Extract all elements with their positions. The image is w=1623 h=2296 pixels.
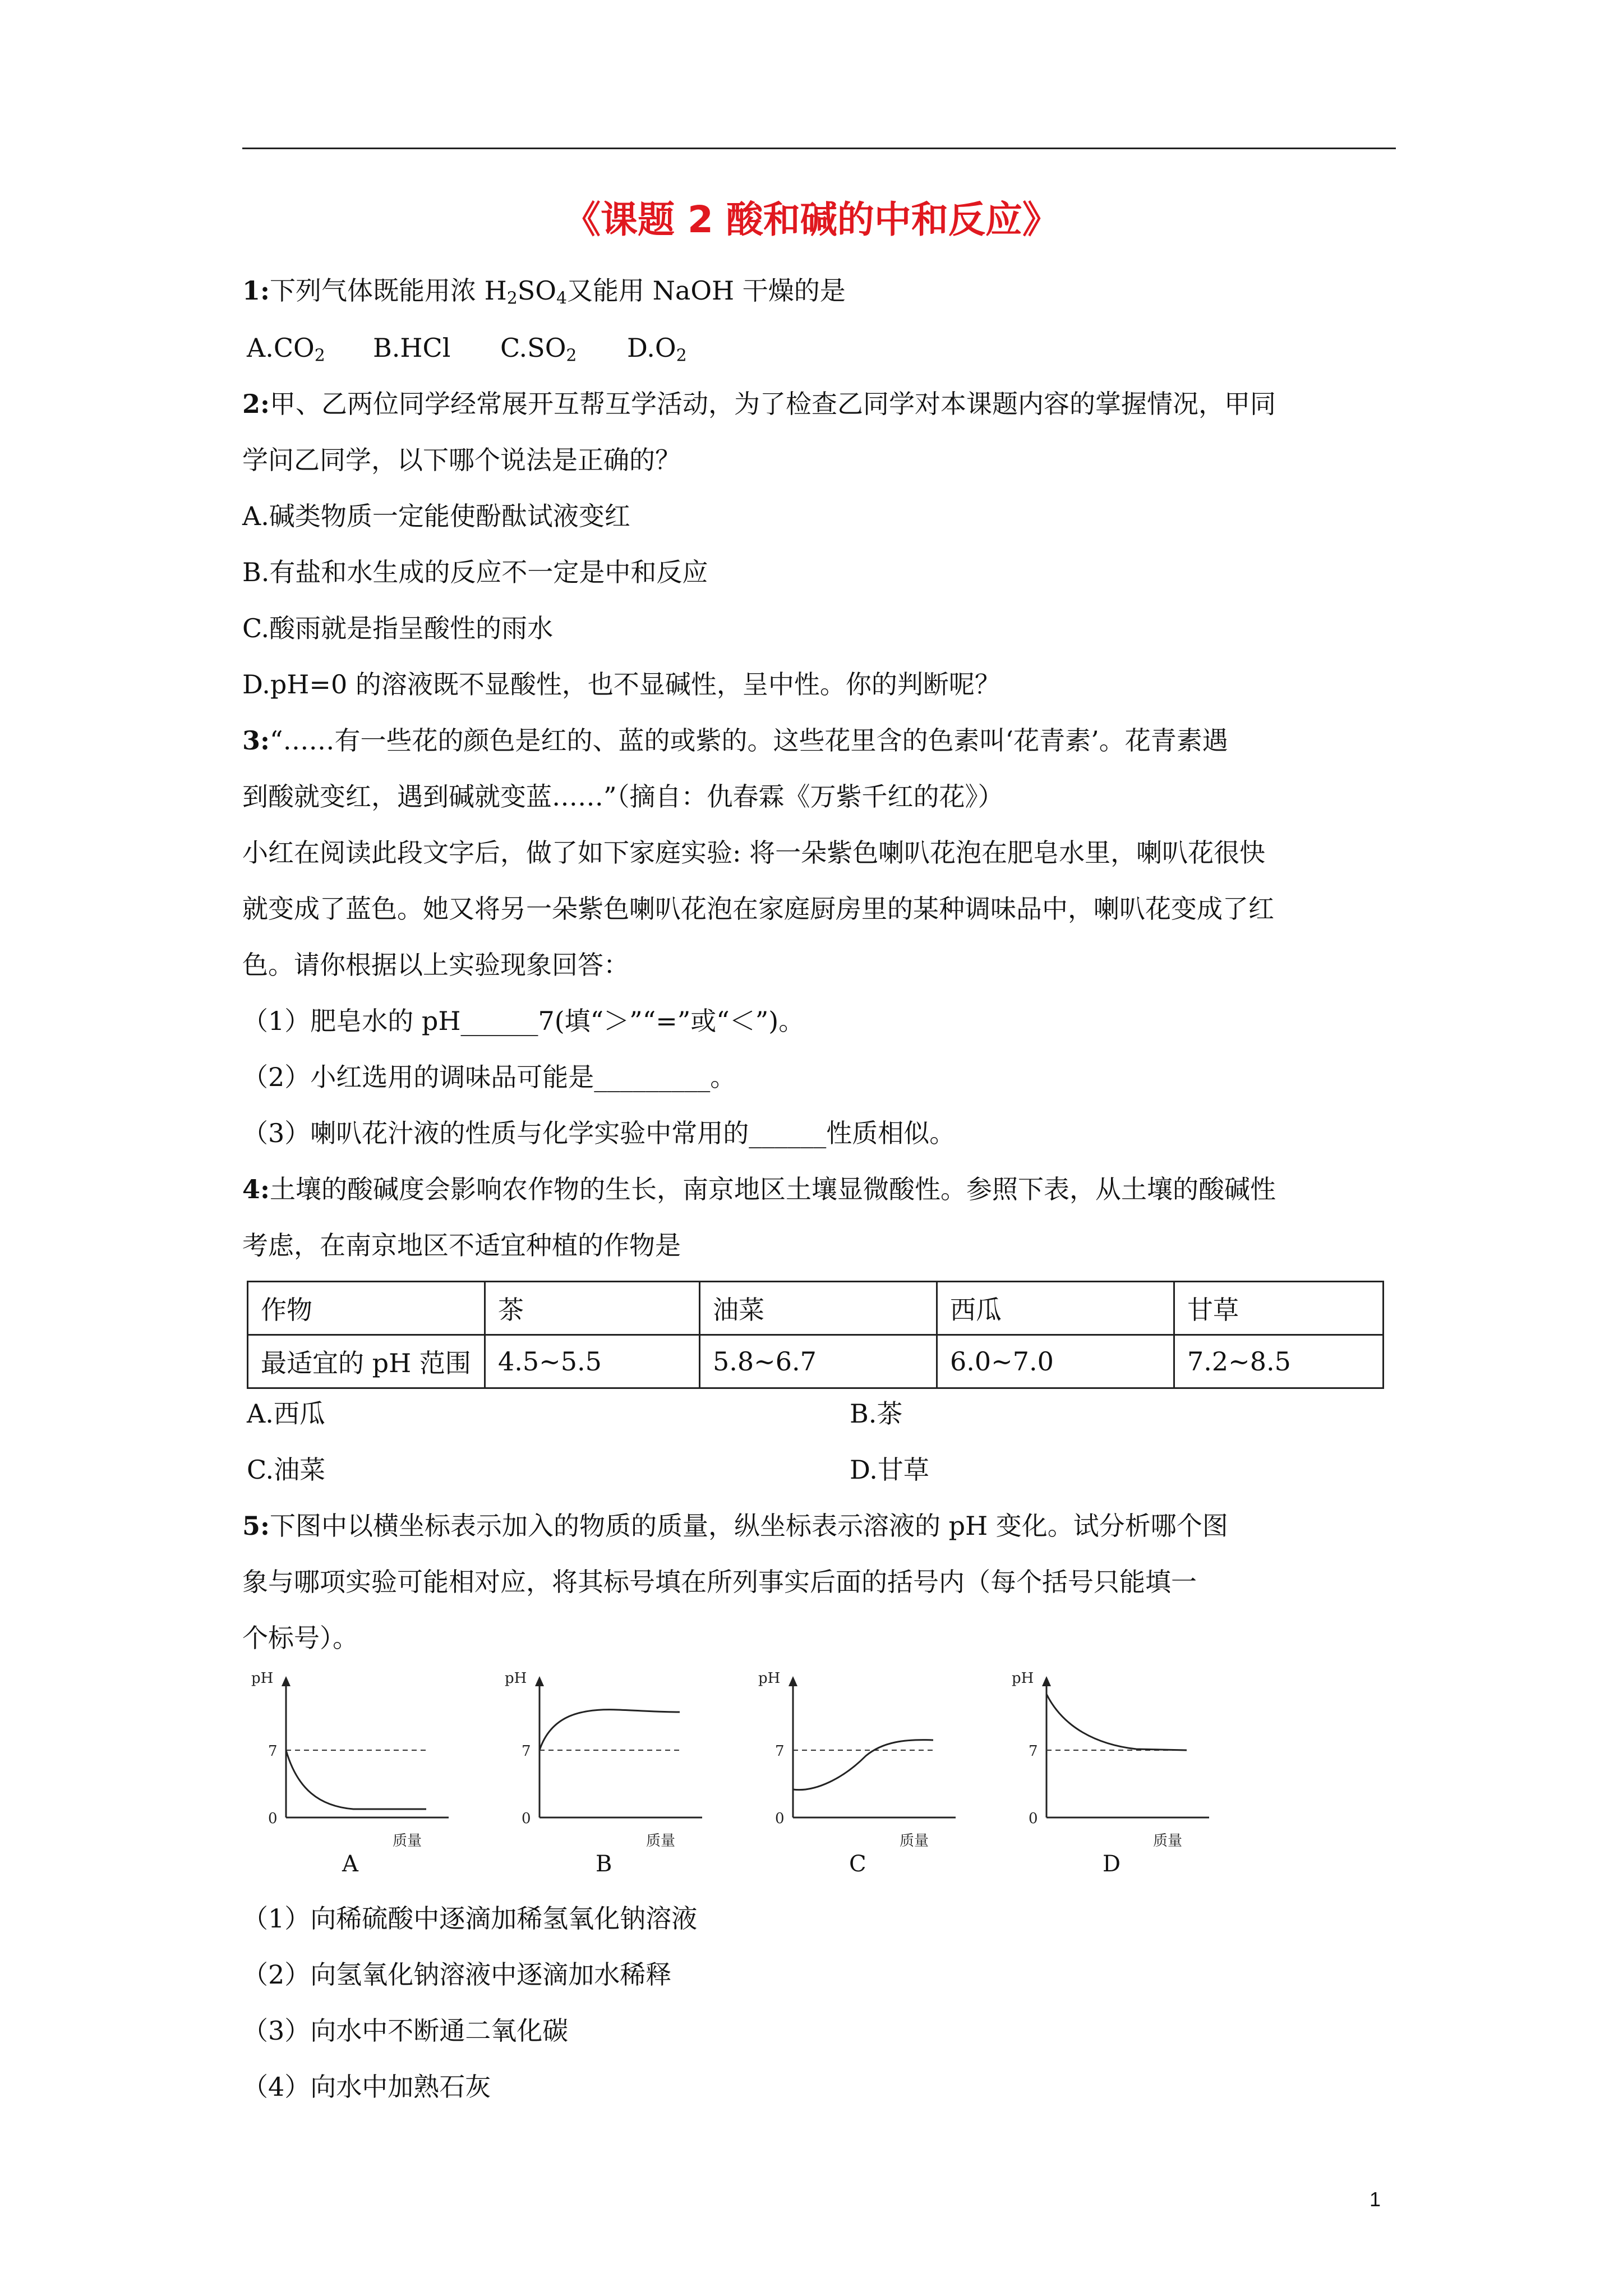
question-5-line-3: 个标号）。 xyxy=(242,1623,358,1653)
q5-item-4: （4）向水中加熟石灰 xyxy=(242,2072,491,2102)
table-cell: 油菜 xyxy=(700,1282,937,1335)
table-cell: 茶 xyxy=(485,1282,700,1335)
q4-option-b: B.茶 xyxy=(850,1398,903,1429)
table-row xyxy=(248,1282,1384,1335)
y-axis-arrow xyxy=(789,1676,797,1686)
page-title: 《课题 2 酸和碱的中和反应》 xyxy=(564,198,1059,241)
origin-label: 0 xyxy=(1029,1810,1038,1827)
q2-option-d: D.pH=0 的溶液既不显酸性，也不显碱性，呈中性。你的判断呢？ xyxy=(242,669,1000,700)
crop-ph-table xyxy=(247,1281,1384,1389)
y-axis-arrow xyxy=(282,1676,291,1686)
q4-option-c: C.油菜 xyxy=(247,1455,326,1485)
table-cell: 7.2~8.5 xyxy=(1174,1335,1384,1388)
q3-sub-3: （3）喇叭花汁液的性质与化学实验中常用的______性质相似。 xyxy=(242,1118,956,1148)
ph-curve xyxy=(540,1710,680,1750)
q1-option-a: $A.CO_2$ xyxy=(247,333,325,366)
question-3-line-5: 色。请你根据以上实验现象回答： xyxy=(242,950,629,980)
ref-7-label: 7 xyxy=(1029,1743,1038,1760)
origin-label: 0 xyxy=(268,1810,278,1827)
question-number: 1: xyxy=(242,275,270,306)
graph-label-b: B xyxy=(596,1851,612,1877)
q4-option-a: A.西瓜 xyxy=(247,1398,325,1429)
table-cell: 作物 xyxy=(248,1282,485,1335)
origin-label: 0 xyxy=(775,1810,785,1827)
x-axis-label: 质量 xyxy=(1153,1833,1183,1849)
q3-sub-1: （1）肥皂水的 pH______7(填“＞”“=”或“＜”)。 xyxy=(242,1006,805,1036)
q3-sub-2: （2）小红选用的调味品可能是_________。 xyxy=(242,1062,736,1092)
ref-7-label: 7 xyxy=(522,1743,531,1760)
q2-option-b: B.有盐和水生成的反应不一定是中和反应 xyxy=(242,557,708,587)
y-axis-label: pH xyxy=(1012,1670,1034,1687)
ph-curve xyxy=(1046,1694,1187,1750)
q5-item-3: （3）向水中不断通二氧化碳 xyxy=(242,2016,569,2046)
q1-option-c: $C.SO_2$ xyxy=(500,333,577,366)
x-axis-label: 质量 xyxy=(646,1833,676,1849)
question-2-line-1: 2:甲、乙两位同学经常展开互帮互学活动，为了检查乙同学对本课题内容的掌握情况，甲同 xyxy=(242,389,1276,419)
x-axis-label: 质量 xyxy=(900,1833,929,1849)
q1-option-b: B.HCl xyxy=(373,333,451,363)
table-cell: 西瓜 xyxy=(937,1282,1174,1335)
table-cell: 6.0~7.0 xyxy=(937,1335,1174,1388)
y-axis-label: pH xyxy=(505,1670,527,1687)
question-5-line-1: 5:下图中以横坐标表示加入的物质的质量，纵坐标表示溶液的 pH 变化。试分析哪个图 xyxy=(242,1511,1228,1541)
origin-label: 0 xyxy=(522,1810,531,1827)
ref-7-label: 7 xyxy=(268,1743,278,1760)
y-axis-label: pH xyxy=(251,1670,274,1687)
y-axis-arrow xyxy=(535,1676,544,1686)
question-3-line-3: 小红在阅读此段文字后，做了如下家庭实验: 将一朵紫色喇叭花泡在肥皂水里，喇叭花很快 xyxy=(242,838,1266,868)
question-4-line-2: 考虑，在南京地区不适宜种植的作物是 xyxy=(242,1230,681,1260)
question-3-line-1: 3:“……有一些花的颜色是红的、蓝的或紫的。这些花里含的色素叫‘花青素’。花青素遇 xyxy=(242,725,1228,756)
q4-option-d: D.甘草 xyxy=(850,1455,929,1485)
ph-curve xyxy=(793,1740,933,1790)
ref-7-label: 7 xyxy=(775,1743,785,1760)
graph-label-d: D xyxy=(1103,1851,1121,1877)
page-number: 1 xyxy=(1370,2188,1381,2211)
x-axis-label: 质量 xyxy=(393,1833,422,1849)
table-cell: 最适宜的 pH 范围 xyxy=(248,1335,485,1388)
ph-curve xyxy=(286,1750,426,1809)
q2-option-c: C.酸雨就是指呈酸性的雨水 xyxy=(242,613,554,643)
y-axis-label: pH xyxy=(758,1670,781,1687)
question-1: 1:下列气体既能用浓 $H_2SO_4$又能用 NaOH 干燥的是 xyxy=(242,275,846,309)
table-cell: 4.5~5.5 xyxy=(485,1335,700,1388)
question-5-line-2: 象与哪项实验可能相对应，将其标号填在所列事实后面的括号内（每个括号只能填一 xyxy=(242,1567,1197,1597)
question-3-line-4: 就变成了蓝色。她又将另一朵紫色喇叭花泡在家庭厨房里的某种调味品中，喇叭花变成了红 xyxy=(242,894,1274,924)
question-3-line-2: 到酸就变红，遇到碱就变蓝……”（摘自：仇春霖《万紫千红的花》） xyxy=(242,781,1004,812)
question-2-line-2: 学问乙同学，以下哪个说法是正确的？ xyxy=(242,445,681,475)
graph-label-c: C xyxy=(849,1851,866,1877)
graph-label-a: A xyxy=(342,1851,358,1877)
table-cell: 甘草 xyxy=(1174,1282,1384,1335)
question-4-line-1: 4:土壤的酸碱度会影响农作物的生长，南京地区土壤显微酸性。参照下表，从土壤的酸碱性 xyxy=(242,1174,1276,1204)
q2-option-a: A.碱类物质一定能使酚酞试液变红 xyxy=(242,501,630,531)
header-rule xyxy=(242,148,1396,149)
q5-item-2: （2）向氢氧化钠溶液中逐滴加水稀释 xyxy=(242,1959,672,1990)
q5-item-1: （1）向稀硫酸中逐滴加稀氢氧化钠溶液 xyxy=(242,1903,698,1934)
table-cell: 5.8~6.7 xyxy=(700,1335,937,1388)
q1-option-d: $D.O_2$ xyxy=(627,333,687,366)
table-row xyxy=(248,1335,1384,1388)
y-axis-arrow xyxy=(1042,1676,1051,1686)
